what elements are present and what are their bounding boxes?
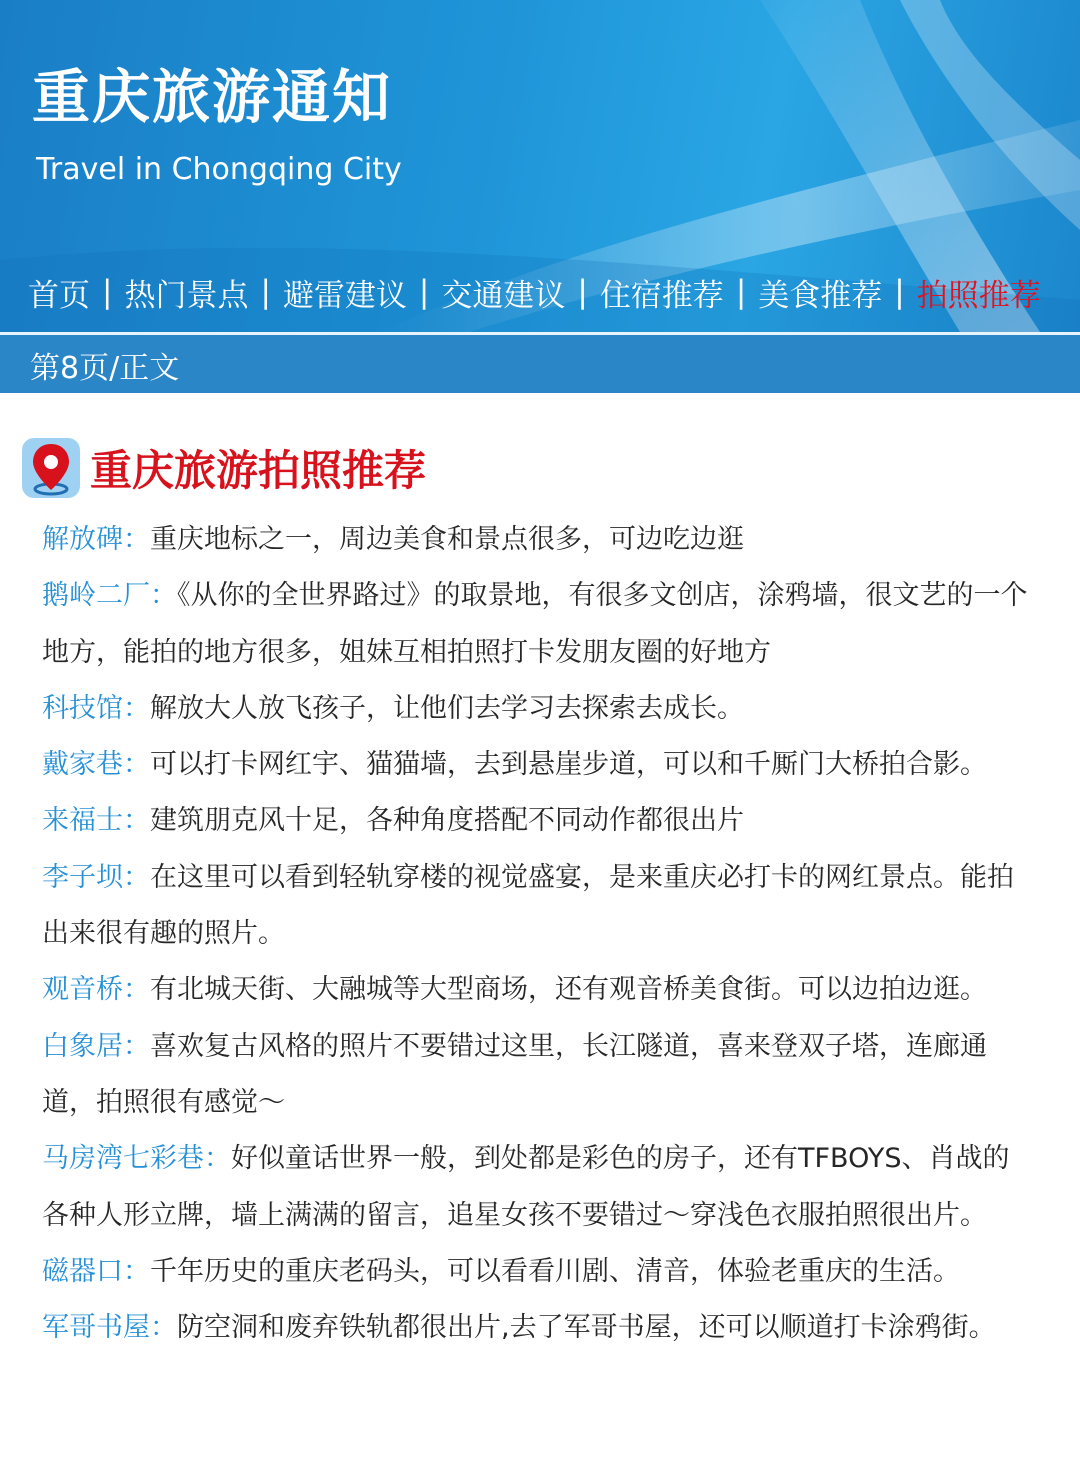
- section-title: 重庆旅游拍照推荐: [90, 446, 427, 495]
- page-title: 重庆旅游通知: [32, 63, 393, 131]
- page-subtitle: Travel in Chongqing City: [36, 152, 402, 187]
- spot-description: 有北城天街、大融城等大型商场，还有观音桥美食街。可以边拍边逛。: [150, 974, 987, 1006]
- list-item: [42, 568, 1032, 681]
- nav-item-transport[interactable]: 交通建议: [441, 277, 566, 314]
- spot-description: 重庆地标之一，周边美食和景点很多，可边吃边逛: [150, 524, 744, 555]
- spot-name: 军哥书屋：: [42, 1312, 177, 1344]
- nav-separator: |: [577, 274, 588, 310]
- list-item: [42, 1300, 1032, 1356]
- section-heading: [20, 436, 426, 500]
- spot-name: 磁器口：: [42, 1255, 150, 1287]
- breadcrumb-bar: [0, 335, 1080, 393]
- nav-item-home[interactable]: 首页: [28, 277, 90, 314]
- list-item: [42, 681, 1032, 737]
- spot-description: 好似童话世界一般，到处都是彩色的房子，还有TFBOYS、肖战的各种人形立牌，墙上满满的留言，追星女孩不要错过～穿浅色衣服拍照很出片。: [42, 1143, 1010, 1231]
- spot-name: 戴家巷：: [42, 749, 150, 781]
- list-item: [42, 512, 1032, 568]
- header-banner: [0, 0, 1080, 332]
- nav-separator: |: [260, 274, 271, 310]
- spot-name: 鹅岭二厂：: [42, 580, 177, 612]
- spot-name: 马房湾七彩巷：: [42, 1143, 231, 1175]
- spot-description: 可以打卡网红宇、猫猫墙，去到悬崖步道，可以和千厮门大桥拍合影。: [150, 749, 987, 781]
- list-item: [42, 850, 1032, 963]
- spot-description: 在这里可以看到轻轨穿楼的视觉盛宴，是来重庆必打卡的网红景点。能拍出来很有趣的照片。: [42, 861, 1014, 950]
- nav-separator: |: [735, 274, 747, 310]
- top-nav: [28, 270, 1041, 314]
- nav-separator: |: [894, 274, 905, 310]
- nav-separator: |: [418, 274, 430, 310]
- list-item: [42, 962, 1032, 1018]
- list-item: [42, 793, 1032, 849]
- recommendation-list: [42, 512, 1032, 1356]
- spot-description: 解放大人放飞孩子，让他们去学习去探索去成长。: [150, 692, 744, 724]
- location-pin-icon: [20, 436, 82, 500]
- nav-separator: |: [102, 274, 113, 310]
- spot-name: 李子坝：: [42, 861, 150, 893]
- spot-description: 防空洞和废弃铁轨都很出片,去了军哥书屋，还可以顺道打卡涂鸦街。: [177, 1312, 996, 1344]
- nav-item-hot-spots[interactable]: 热门景点: [124, 277, 249, 314]
- spot-description: 喜欢复古风格的照片不要错过这里，长江隧道，喜来登双子塔，连廊通道，拍照很有感觉～: [42, 1030, 987, 1118]
- list-item: [42, 1131, 1032, 1244]
- nav-item-photo-spots[interactable]: 拍照推荐: [916, 277, 1041, 314]
- nav-item-food[interactable]: 美食推荐: [758, 277, 883, 314]
- list-item: [42, 1244, 1032, 1300]
- spot-description: 《从你的全世界路过》的取景地，有很多文创店，涂鸦墙，很文艺的一个地方，能拍的地方很多，姐妹互相拍照打卡发朋友圈的好地方: [42, 580, 1028, 668]
- breadcrumb: 第8页/正文: [30, 351, 180, 386]
- spot-name: 科技馆：: [42, 692, 150, 724]
- list-item: [42, 737, 1032, 793]
- spot-name: 解放碑：: [42, 524, 150, 555]
- spot-description: 建筑朋克风十足，各种角度搭配不同动作都很出片: [150, 805, 744, 837]
- spot-name: 白象居：: [42, 1030, 150, 1062]
- spot-name: 观音桥：: [42, 974, 150, 1006]
- spot-description: 千年历史的重庆老码头，可以看看川剧、清音，体验老重庆的生活。: [150, 1255, 960, 1287]
- nav-item-pitfall-tips[interactable]: 避雷建议: [282, 277, 407, 314]
- list-item: [42, 1019, 1032, 1132]
- spot-name: 来福士：: [42, 805, 150, 837]
- nav-item-lodging[interactable]: 住宿推荐: [599, 277, 724, 314]
